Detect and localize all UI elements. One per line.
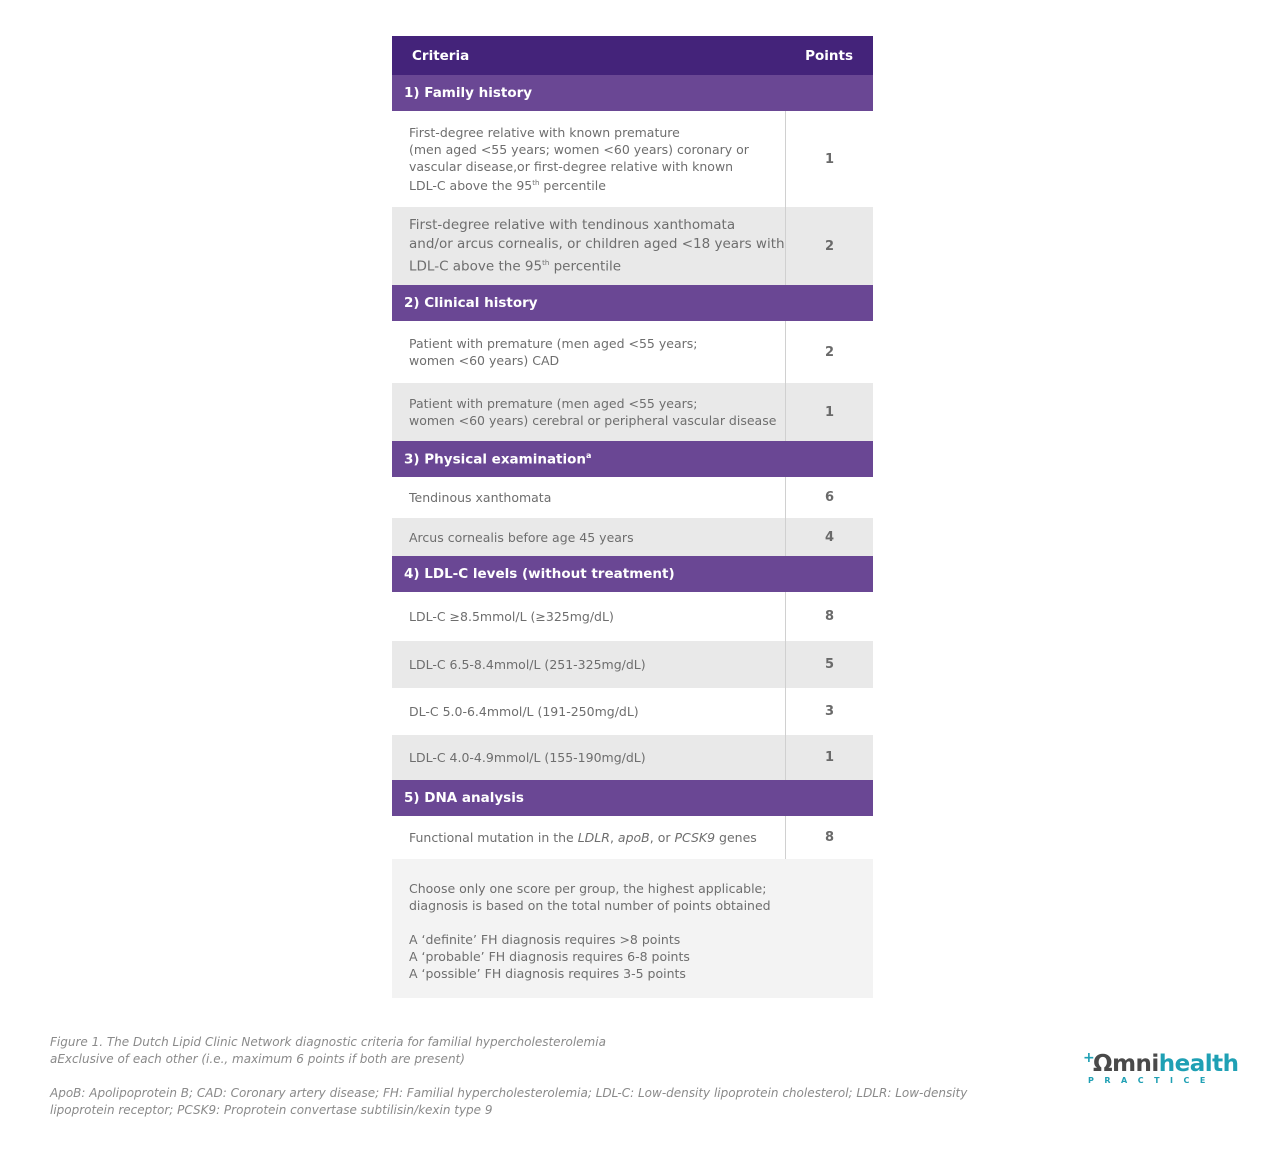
plus-icon: + [1083, 1050, 1095, 1066]
section-family-history: 1) Family history [392, 75, 873, 111]
points-cell: 8 [824, 830, 835, 845]
figure-caption [50, 1034, 980, 1119]
criteria-cell: LDL-C 6.5-8.4mmol/L (251-325mg/dL) [392, 641, 786, 688]
sup-line: LDL-C above the 95th percentile [409, 178, 606, 194]
table-row [392, 207, 873, 285]
criteria-cell: Arcus cornealis before age 45 years [392, 518, 786, 556]
scoring-notes: Choose only one score per group, the highest applicable; diagnosis is based on the total number of points obtained A ‘definite’ FH diagnosis requires >8 points A ‘probable’ FH diagnosis requires 6-8 points A ‘possible’ FH diagnosis requires 3-5 points [392, 859, 873, 998]
table-row [392, 321, 873, 383]
table-header [392, 36, 873, 75]
section-dna-analysis: 5) DNA analysis [392, 780, 873, 816]
footnote-marker: a [586, 451, 592, 460]
figure-title: Figure 1. The Dutch Lipid Clinic Network diagnostic criteria for familial hypercholesterolemia [50, 1035, 606, 1049]
abbreviations: ApoB: Apolipoprotein B; CAD: Coronary artery disease; FH: Familial hypercholesterolemia; LDL-C: Low-density lipoprotein cholesterol; LDLR: Low-density [50, 1086, 968, 1100]
criteria-cell: Tendinous xanthomata [392, 477, 786, 518]
criteria-table [392, 36, 873, 998]
criteria-cell: Functional mutation in the LDLR, apoB, or PCSK9 genes [392, 816, 786, 859]
table-row [392, 688, 873, 735]
table-row [392, 518, 873, 556]
criteria-cell: Patient with premature (men aged <55 years; women <60 years) cerebral or peripheral vascular disease [392, 383, 786, 441]
section-ldl-c-levels: 4) LDL-C levels (without treatment) [392, 556, 873, 592]
points-cell: 3 [824, 704, 835, 719]
points-cell: 1 [824, 750, 835, 765]
criteria-cell: First-degree relative with tendinous xanthomata and/or arcus cornealis, or children aged <18 years with LDL-C above the 95th percentile [392, 207, 786, 285]
table-row [392, 641, 873, 688]
section-physical-examination: 3) Physical examination$^a$ [392, 441, 873, 477]
criteria-cell: DL-C 5.0-6.4mmol/L (191-250mg/dL) [392, 688, 786, 735]
points-column-header: Points [805, 48, 853, 64]
gene-pcsk9: PCSK9 [674, 830, 716, 845]
points-cell: 2 [824, 238, 835, 254]
criteria-column-header: Criteria [412, 48, 470, 64]
points-cell: 8 [824, 609, 835, 624]
gene-ldlr: LDLR [577, 830, 610, 845]
table-row [392, 592, 873, 641]
criteria-cell: Patient with premature (men aged <55 years; women <60 years) CAD [392, 321, 786, 383]
points-cell: 6 [824, 490, 835, 505]
footnote: aExclusive of each other (i.e., maximum 6 points if both are present) [50, 1052, 465, 1066]
points-cell: 4 [824, 529, 835, 545]
criteria-cell: First-degree relative with known premature (men aged <55 years; women <60 years) coronary or vascular disease,or first-degree relative with known LDL-C above the 95th percentile [392, 111, 786, 207]
abbreviations-cont: lipoprotein receptor; PCSK9: Proprotein convertase subtilisin/kexin type 9 [50, 1103, 493, 1117]
logo-o-icon: Ω [1093, 1051, 1113, 1077]
table-row [392, 816, 873, 859]
criteria-cell: LDL-C ≥8.5mmol/L (≥325mg/dL) [392, 592, 786, 641]
table-row [392, 111, 873, 207]
gene-apob: apoB [617, 830, 650, 845]
points-cell: 1 [824, 404, 835, 420]
points-cell: 5 [824, 657, 835, 672]
table-row [392, 383, 873, 441]
sup-line: LDL-C above the 95th percentile [409, 258, 622, 275]
criteria-cell: LDL-C 4.0-4.9mmol/L (155-190mg/dL) [392, 735, 786, 780]
table-row [392, 477, 873, 518]
table-row [392, 735, 873, 780]
omnihealth-logo: + Ωmnihealth PRACTICE [1083, 1050, 1239, 1085]
section-clinical-history: 2) Clinical history [392, 285, 873, 321]
points-cell: 2 [824, 344, 835, 360]
points-cell: 1 [824, 151, 835, 167]
